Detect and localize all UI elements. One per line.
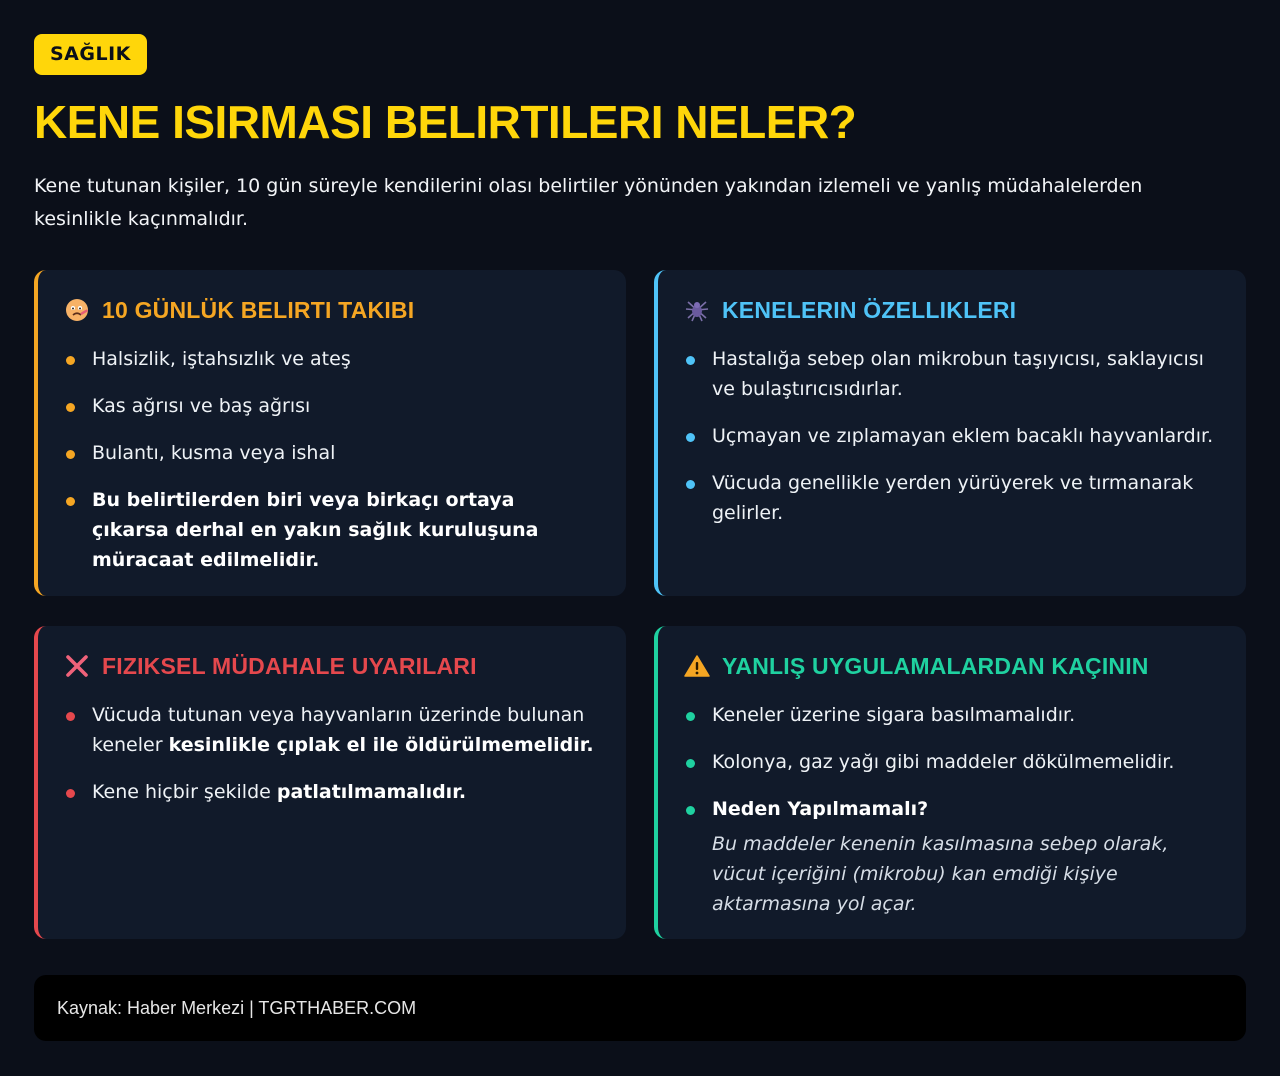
list-item: Uçmayan ve zıplamayan eklem bacaklı hayvanlardır. — [684, 421, 1216, 451]
card-title: FIZIKSEL MÜDAHALE UYARILARI — [102, 652, 477, 679]
category-badge: SAĞLIK — [34, 34, 147, 75]
list-item: Kas ağrısı ve baş ağrısı — [64, 391, 596, 421]
spider-icon — [684, 297, 710, 323]
card-title: YANLIŞ UYGULAMALARDAN KAÇININ — [722, 652, 1149, 679]
sick-face-icon — [64, 297, 90, 323]
list-item: Kene hiçbir şekilde patlatılmamalıdır. — [64, 777, 596, 807]
card-title: 10 GÜNLÜK BELIRTI TAKIBI — [102, 296, 415, 323]
list-item: Neden Yapılmamalı? Bu maddeler kenenin kasılmasına sebep olarak, vücut içeriğini (mikrobu) kan emdiği kişiye aktarmasına yol açar. — [684, 794, 1216, 919]
list-item: Bu belirtilerden biri veya birkaçı ortaya çıkarsa derhal en yakın sağlık kuruluşuna müracaat edilmelidir. — [64, 485, 596, 575]
list-item: Kolonya, gaz yağı gibi maddeler dökülmemelidir. — [684, 747, 1216, 777]
card-title: KENELERIN ÖZELLIKLERI — [722, 296, 1017, 323]
list-item: Bulantı, kusma veya ishal — [64, 438, 596, 468]
list-item: Keneler üzerine sigara basılmamalıdır. — [684, 700, 1216, 730]
list-item: Halsizlik, iştahsızlık ve ateş — [64, 344, 596, 374]
cross-icon — [64, 653, 90, 679]
list-item: Hastalığa sebep olan mikrobun taşıyıcısı, saklayıcısı ve bulaştırıcısıdırlar. — [684, 344, 1216, 404]
list-item: Vücuda tutunan veya hayvanların üzerinde bulunan keneler kesinlikle çıplak el ile öldürülmemelidir. — [64, 700, 596, 760]
card-physical-intervention-warnings — [34, 626, 626, 939]
page-title: KENE ISIRMASI BELIRTILERI NELER? — [34, 96, 857, 148]
lead-paragraph: Kene tutunan kişiler, 10 gün süreyle kendilerini olası belirtiler yönünden yakından izlemeli ve yanlış müdahalelerden kesinlikle kaçınmalıdır. — [34, 175, 1143, 230]
list-item: Vücuda genellikle yerden yürüyerek ve tırmanarak gelirler. — [684, 468, 1216, 528]
source-footer: Kaynak: Haber Merkezi | TGRTHABER.COM — [34, 975, 1246, 1041]
card-avoid-wrong-practices — [654, 626, 1246, 939]
warning-icon — [684, 653, 710, 679]
card-symptom-tracking — [34, 270, 626, 596]
card-tick-characteristics — [654, 270, 1246, 596]
